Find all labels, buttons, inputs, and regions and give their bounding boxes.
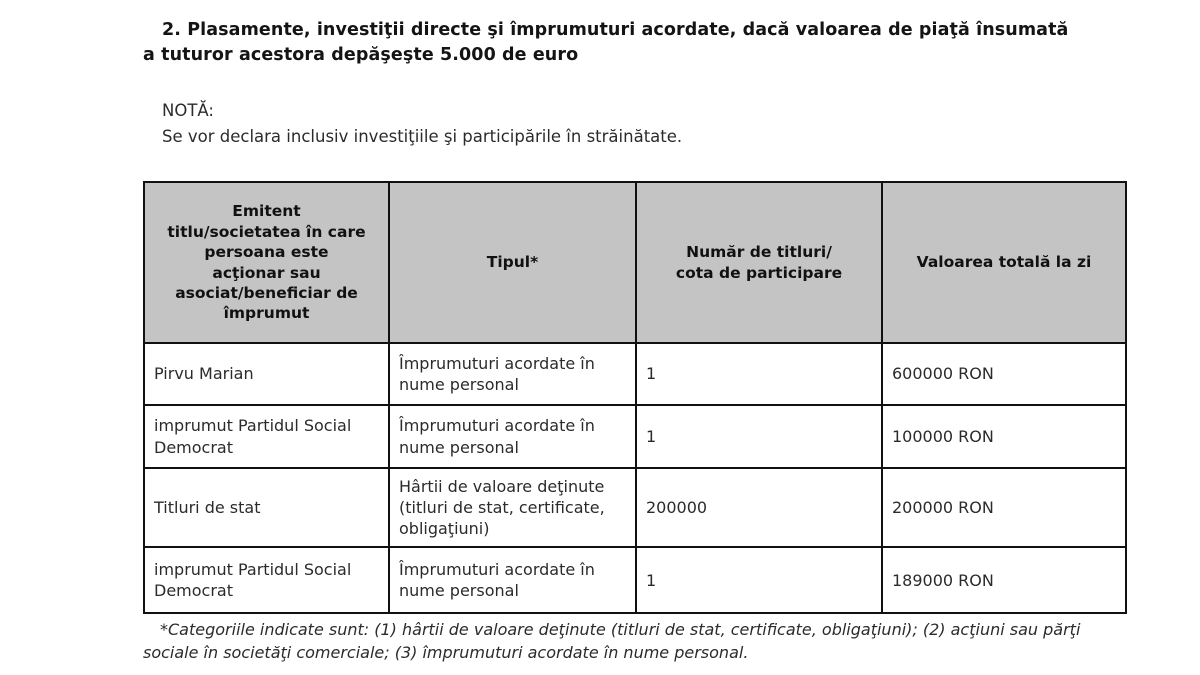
column-header-valoare: Valoarea totală la zi [882, 182, 1126, 343]
header-line: cota de participare [675, 263, 843, 282]
table-header-row [144, 182, 1126, 343]
column-header-emitent [144, 182, 389, 343]
cell-numar: 200000 [636, 468, 882, 547]
footnote-text: *Categoriile indicate sunt: (1) hârtii de valoare deţinute (titluri de stat, certificate, obligaţiuni); (2) acţiuni sau părţi sociale în societăţi comerciale; (3) împrumuturi acordate în nume personal. [143, 620, 1081, 663]
column-header-numar [636, 182, 882, 343]
cell-valoare: 100000 RON [882, 405, 1126, 468]
cell-valoare: 189000 RON [882, 547, 1126, 613]
table-row [144, 405, 1126, 468]
cell-numar: 1 [636, 547, 882, 613]
cell-tipul: Hârtii de valoare deţinute (titluri de stat, certificate, obligaţiuni) [389, 468, 636, 547]
cell-numar: 1 [636, 343, 882, 405]
table-header [144, 182, 1126, 343]
cell-tipul: Împrumuturi acordate în nume personal [389, 405, 636, 468]
table-body [144, 343, 1126, 613]
header-line: acţionar sau [212, 263, 321, 282]
cell-tipul: Împrumuturi acordate în nume personal [389, 547, 636, 613]
cell-valoare: 600000 RON [882, 343, 1126, 405]
table-row [144, 547, 1126, 613]
section-heading-line-2: tuturor acestora depăşeşte 5.000 de euro [161, 44, 579, 65]
header-line: împrumut [223, 304, 310, 323]
cell-emitent: Titluri de stat [144, 468, 389, 547]
cell-numar: 1 [636, 405, 882, 468]
header-line: Emitent [232, 202, 301, 221]
section-heading [143, 18, 1083, 68]
cell-emitent: imprumut Partidul Social Democrat [144, 405, 389, 468]
note-text: Se vor declara inclusiv investiţiile şi participările în străinătate. [162, 126, 683, 146]
table-row [144, 468, 1126, 547]
note-label: NOTĂ: [162, 101, 214, 120]
header-line: asociat/beneficiar de [175, 283, 358, 302]
header-line: titlu/societatea în care [167, 222, 366, 241]
cell-emitent: imprumut Partidul Social Democrat [144, 547, 389, 613]
table-row [144, 343, 1126, 405]
note-block [162, 98, 1062, 149]
assets-table [143, 181, 1127, 614]
section-heading-line-1: 2. Plasamente, investiţii directe şi împrumuturi acordate, dacă valoarea de piaţă însumată a [143, 20, 1069, 65]
cell-emitent: Pirvu Marian [144, 343, 389, 405]
table-footnote [143, 618, 1108, 664]
column-header-tipul: Tipul* [389, 182, 636, 343]
cell-valoare: 200000 RON [882, 468, 1126, 547]
header-line: Număr de titluri/ [686, 243, 832, 262]
header-line: persoana este [204, 243, 329, 262]
cell-tipul: Împrumuturi acordate în nume personal [389, 343, 636, 405]
